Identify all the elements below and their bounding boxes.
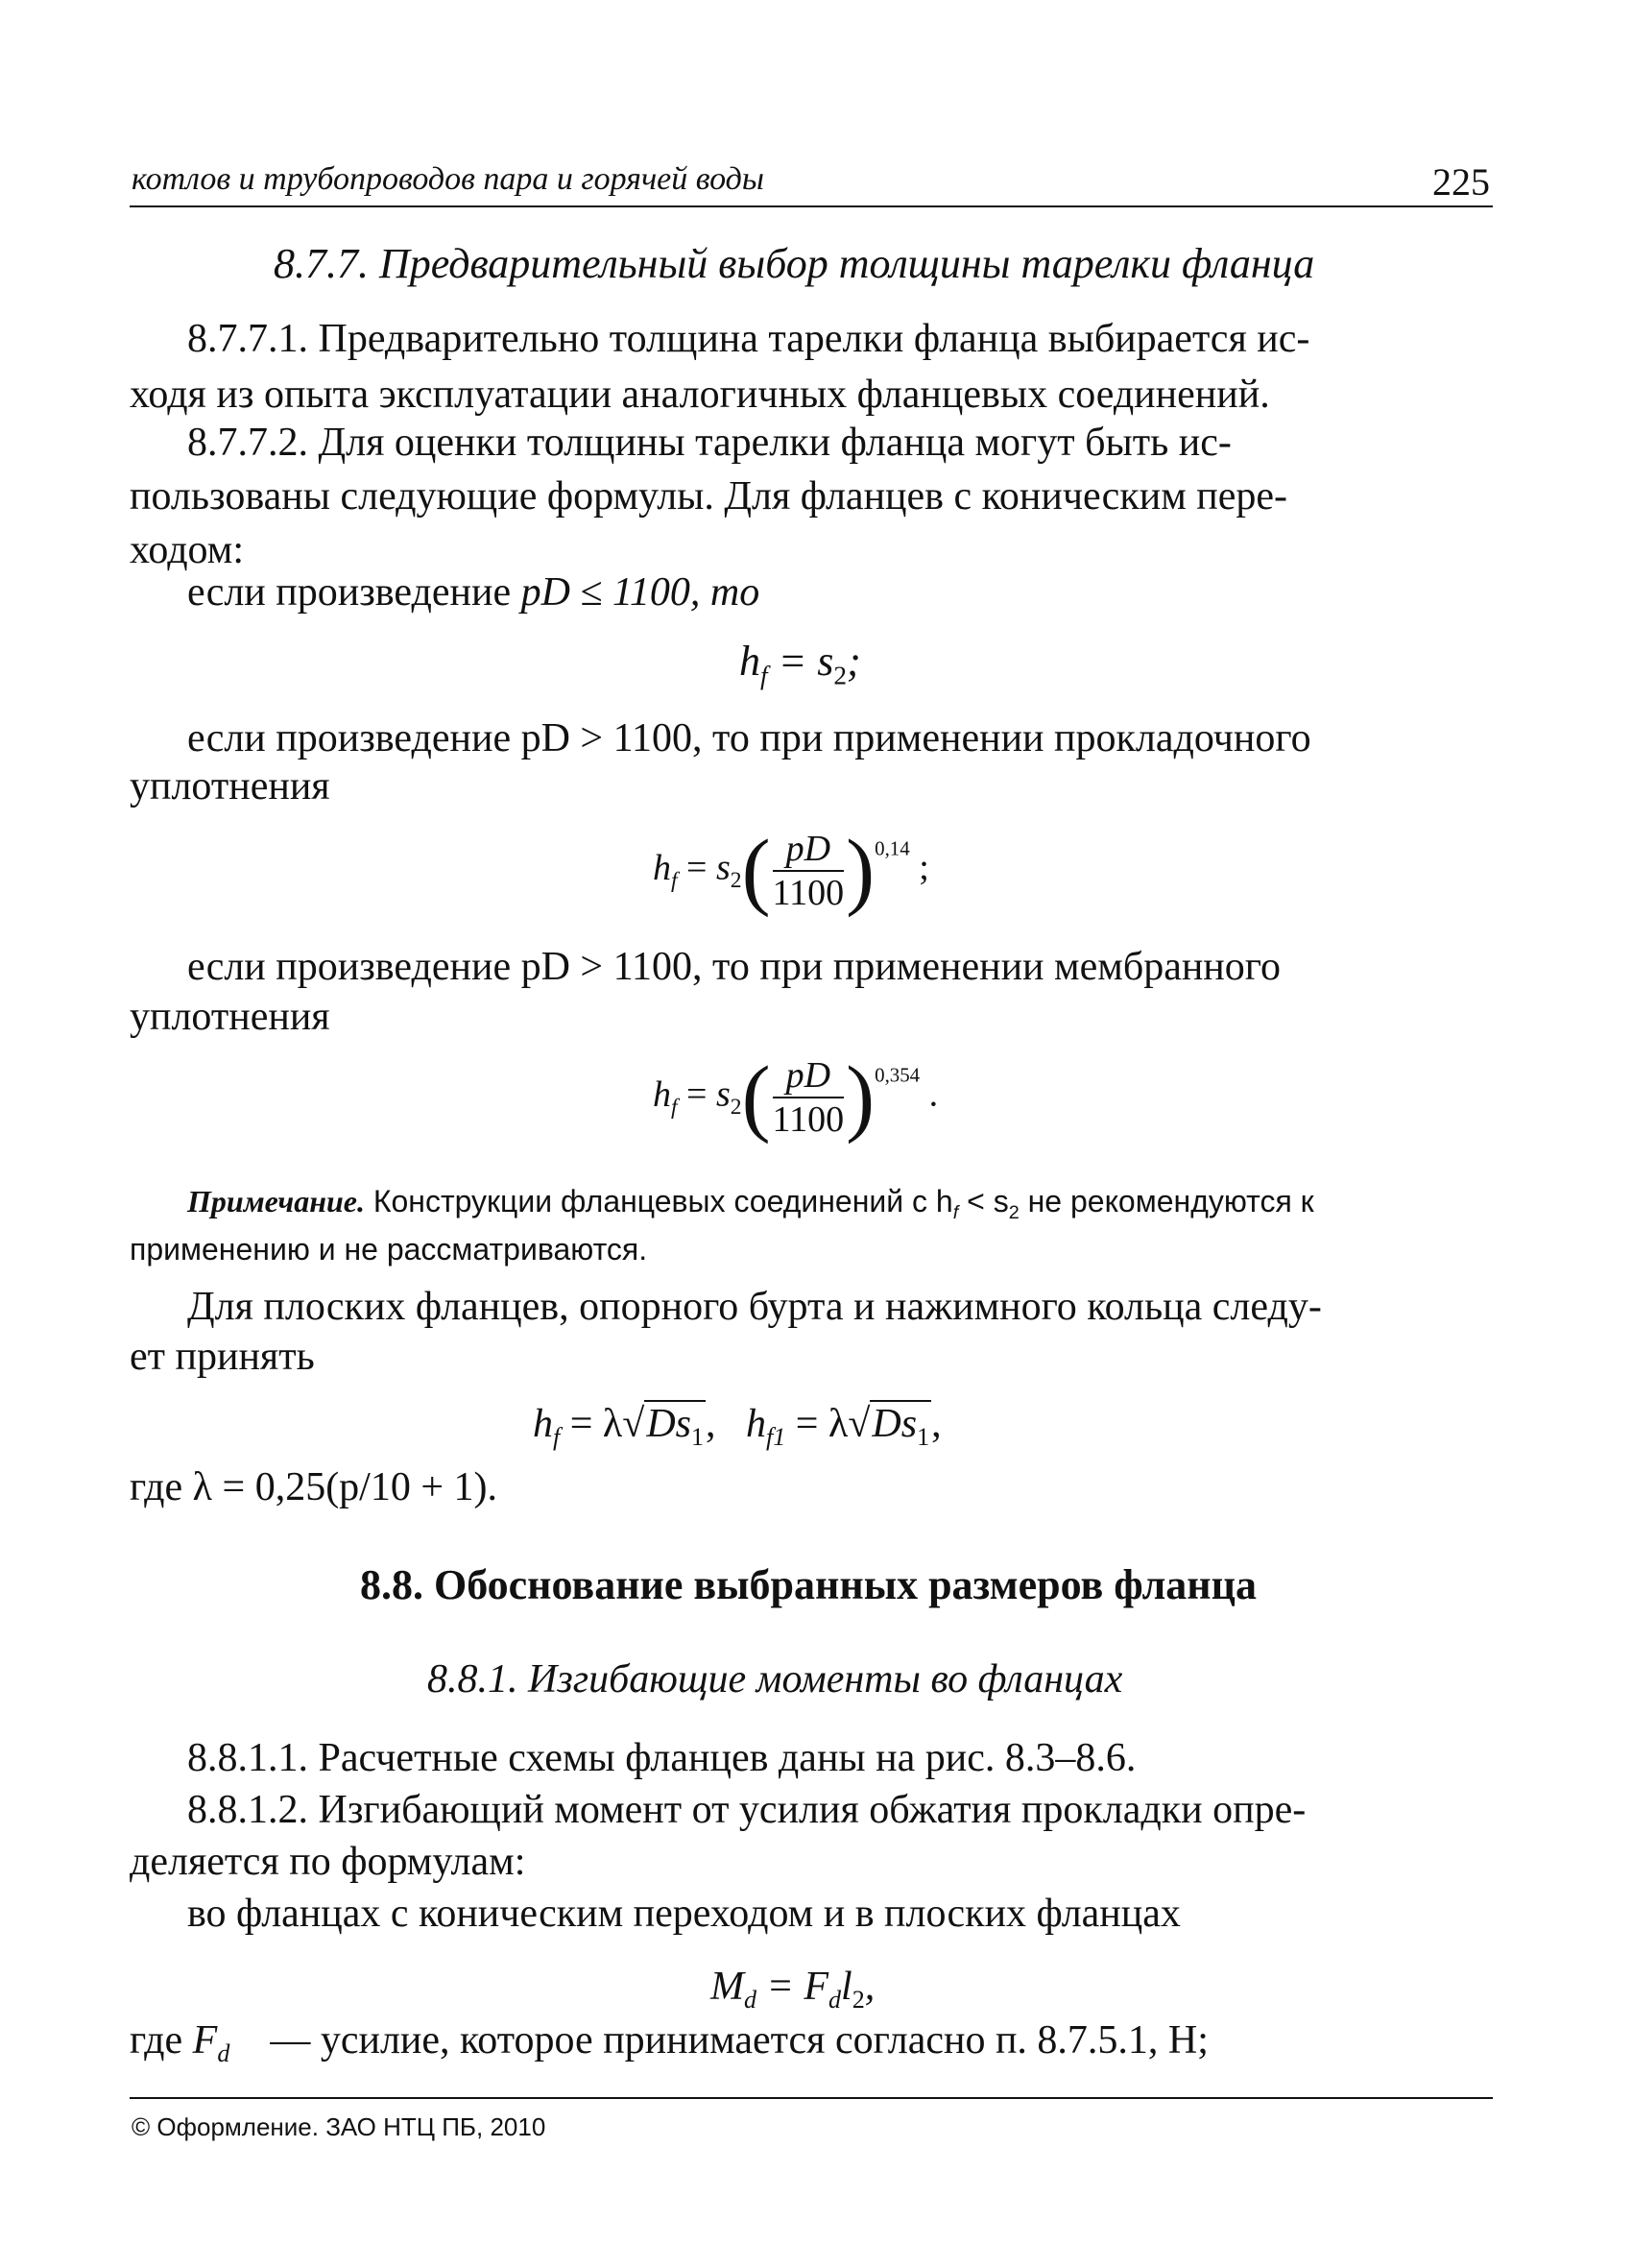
flat-line2: ет принять bbox=[130, 1335, 315, 1379]
note-line2: применению и не рассматриваются. bbox=[130, 1232, 648, 1267]
frac-denominator-2: 1100 bbox=[772, 1099, 845, 1140]
section-8-8-1-title: 8.8.1. Изгибающие моменты во фланцах bbox=[427, 1657, 1123, 1701]
header-rule bbox=[130, 205, 1493, 207]
note-label: Примечание. bbox=[187, 1184, 365, 1218]
case3-line1: если произведение pD > 1100, то при применении мембранного bbox=[187, 945, 1281, 989]
para-8-7-7-2-line3: ходом: bbox=[130, 528, 245, 572]
frac-numerator-2: pD bbox=[773, 1054, 845, 1098]
where-fd-text: — усилие, которое принимается согласно п. 8.7.5.1, Н; bbox=[270, 2018, 1209, 2063]
flat-line1: Для плоских фланцев, опорного бурта и нажимного кольца следу- bbox=[187, 1285, 1322, 1329]
para-8-7-7-1-line1: 8.7.7.1. Предварительно толщина тарелки фланца выбирается ис- bbox=[187, 317, 1310, 361]
note-text-a: Конструкции фланцевых соединений с h bbox=[364, 1184, 953, 1218]
note-text-b: < s bbox=[958, 1184, 1009, 1218]
frac-denominator: 1100 bbox=[772, 873, 845, 913]
para-8-8-1-2-line1: 8.8.1.2. Изгибающий момент от усилия обжатия прокладки опре- bbox=[187, 1788, 1307, 1832]
formula-gasket: $h_f = s_2$( $\frac{pD}{1100}$ )$^{0,14}$ ; bbox=[653, 823, 929, 918]
running-header: котлов и трубопроводов пара и горячей воды bbox=[132, 161, 764, 197]
note-text-c: не рекомендуются к bbox=[1019, 1184, 1314, 1218]
para-flanges: во фланцах с коническим переходом и в плоских фланцах bbox=[187, 1892, 1181, 1936]
lambda-definition: где λ = 0,25(p/10 + 1). bbox=[130, 1465, 498, 1509]
section-8-7-7-title: 8.7.7. Предварительный выбор толщины тарелки фланца bbox=[274, 240, 1315, 287]
para-8-8-1-2-line2: деляется по формулам: bbox=[130, 1840, 526, 1884]
para-8-7-7-2-line2: пользованы следующие формулы. Для фланцев с коническим пере- bbox=[130, 474, 1288, 519]
note-line1: Примечание. Конструкции фланцевых соединений с $h_f < s_2$ не рекомендуются к bbox=[187, 1184, 1314, 1223]
case1-text: если произведение bbox=[187, 570, 521, 615]
formula-membrane: $h_f = s_2$( $\frac{pD}{1100}$ )$^{0,354}$ . bbox=[653, 1050, 939, 1145]
para-8-7-7-1-line2: ходя из опыта эксплуатации аналогичных фланцевых соединений. bbox=[130, 373, 1270, 417]
formula-sqrt: $h_f = \lambda√Ds_1$, $h_{f1} = \lambda√Ds_1$, bbox=[533, 1402, 942, 1452]
page-number: 225 bbox=[1432, 160, 1490, 204]
case2-line2: уплотнения bbox=[130, 764, 330, 808]
exponent-014: 0,14 bbox=[875, 836, 910, 860]
para-8-8-1-1: 8.8.1.1. Расчетные схемы фланцев даны на рис. 8.3–8.6. bbox=[187, 1736, 1137, 1780]
footer-rule bbox=[130, 2097, 1493, 2099]
formula-hf-s2: $h_f = s_2$; bbox=[739, 638, 861, 690]
footer-copyright: © Оформление. ЗАО НТЦ ПБ, 2010 bbox=[132, 2112, 546, 2141]
where-fd-line: где $F_d$ — усилие, которое принимается согласно п. 8.7.5.1, Н; bbox=[130, 2018, 1209, 2068]
formula-md: $M_d = F_dl_2$, bbox=[710, 1965, 876, 2015]
exponent-0354: 0,354 bbox=[875, 1063, 921, 1087]
case1-condition: pD ≤ 1100, то bbox=[520, 570, 760, 615]
frac-numerator: pD bbox=[773, 828, 845, 872]
para-8-7-7-2-line1: 8.7.7.2. Для оценки толщины тарелки фланца могут быть ис- bbox=[187, 421, 1232, 465]
case1-line bbox=[187, 565, 759, 620]
case2-line1: если произведение pD > 1100, то при применении прокладочного bbox=[187, 716, 1311, 760]
case3-line2: уплотнения bbox=[130, 995, 330, 1039]
section-8-8-title: 8.8. Обоснование выбранных размеров фланца bbox=[360, 1561, 1257, 1608]
